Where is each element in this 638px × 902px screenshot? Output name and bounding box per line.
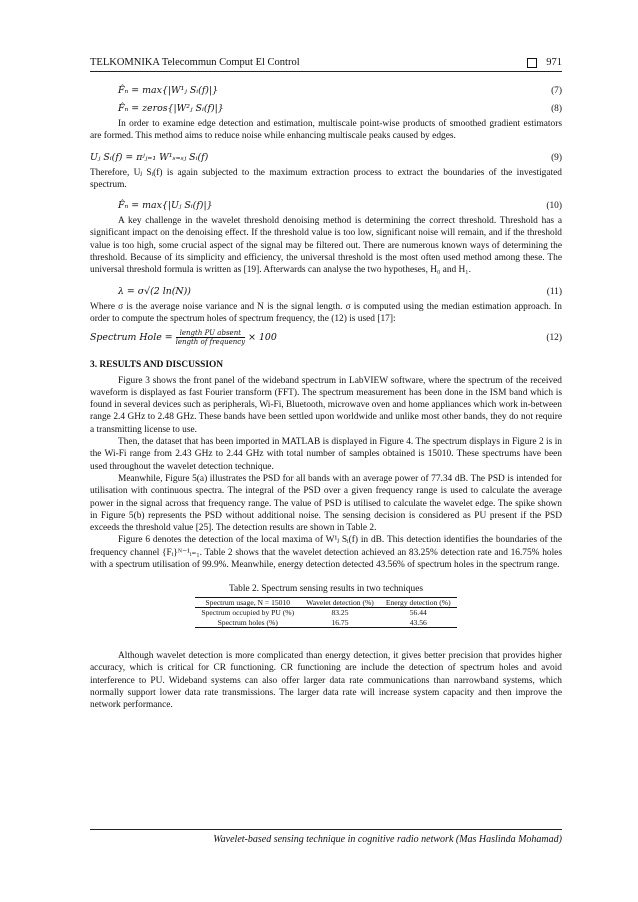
paragraph: Figure 3 shows the front panel of the wideband spectrum in LabVIEW software, where the spectrum of the received waveform is displayed as fast Fourier transform (FFT). The spectrum measurement has been done in the ISM band which is found in several devices such as peripherals, Wi-Fi, Bluetooth, microwave oven and home appliances which work in-between range 2.4 GHz to 2.48 GHz. These bands have been settled upon worldwide and unlike most other bands, they do not require a transmitting license to use.: [90, 375, 562, 435]
equation-7: F̂ₙ = max{|W¹ⱼ Sᵢ(f)|} (7): [118, 85, 562, 96]
paragraph: Although wavelet detection is more complicated than energy detection, it gives better precision that provides higher accuracy, which is critical for CR functioning. CR functioning are include the detection of spectrum holes and avoid interference to PU. Wideband systems can also offer larger data rate communications than narrowband systems, which normally support lower data rate transmissions. The larger data rate will increase system capacity and then improve the network performance.: [90, 651, 562, 711]
paper-body: [90, 82, 562, 712]
table-header: Wavelet detection (%): [306, 597, 374, 607]
equation-10: F̂ₙ = max{|Uⱼ Sᵢ(f)|} (10): [118, 200, 562, 212]
table-header: Spectrum usage, N = 15010: [205, 597, 291, 607]
checkbox-square-icon: [527, 58, 537, 68]
journal-name: TELKOMNIKA Telecommun Comput El Control: [90, 57, 300, 68]
page-number: 971: [546, 57, 562, 68]
table-row: Spectrum holes (%) 16.75 43.56: [195, 618, 456, 628]
equation-9: Uⱼ Sᵢ(f) = πʲⱼ₌₁ W¹ₛ₌ₛⱼ Sᵢ(f) (9): [90, 151, 562, 163]
section-heading: 3. RESULTS AND DISCUSSION: [90, 360, 224, 371]
page-footer: Wavelet-based sensing technique in cognitive radio network (Mas Haslinda Mohamad): [90, 829, 562, 845]
table-header: Energy detection (%): [385, 597, 451, 607]
paragraph: Meanwhile, Figure 5(a) illustrates the PSD for all bands with an average power of 77.34 dB. The PSD is intended for utilisation with continuous spectra. The integral of the PSD over a given frequency range is used to calculate the average power in the signal across that frequency range. The value of PSD is utilised to calculate the wavelet edge. The spike shown in Figure 5(b) represents the PSD without additional noise. The sensing decision is considered as PU present if the PSD exceeds the threshold value [25]. The detection results are shown in Table 2.: [90, 473, 562, 534]
equation-12: Spectrum Hole = $\frac{\text{length PU absent}}{\text{length of frequency}}$ × 100 (12): [90, 329, 562, 347]
paragraph: Where σ is the average noise variance and N is the signal length. σ is computed using the median estimation approach. In order to compute the spectrum holes of spectrum frequency, the (12) is used [17]:: [90, 301, 562, 324]
paragraph: A key challenge in the wavelet threshold denoising method is determining the correct threshold. Threshold has a significant impact on the denoising effect. If the threshold value is too low, significant noise will remain, and if the threshold value is too high, some crucial aspect of the signal may be filtered out. There are numerous known ways of determining the threshold. Because of its simplicity and efficiency, the universal threshold is the most often used method among these. The universal threshold formula is written as [19]. Afterwards can analyse the two hypotheses, H₀ and H₁.: [90, 216, 562, 276]
paragraph: In order to examine edge detection and estimation, multiscale point-wise products of smoothed gradient estimators are formed. This method aims to reduce noise while enhancing multiscale peaks caused by edges.: [90, 119, 562, 142]
paragraph: Figure 6 denotes the detection of the local maxima of W¹ⱼ Sᵢ(f) in dB. This detection identifies the boundaries of the frequency channel {Fᵢ}ᴺ⁻¹ᵢ₌₁. Table 2 shows that the wavelet detection achieved an 83.25% detection rate and 16.75% holes with a spectrum utilisation of 99.9%. Meanwhile, energy detection detected 43.56% of spectrum holes in the spectrum range.: [90, 535, 562, 571]
equation-11: λ = σ√(2 ln(N)) (11): [118, 285, 562, 297]
results-table: [195, 597, 456, 629]
paragraph: Then, the dataset that has been imported in MATLAB is displayed in Figure 4. The spectrum displays in Figure 2 is in the Wi-Fi range from 2.43 GHz to 2.44 GHz with total number of samples obtained is 15010. These spectrums have been used throughout the wavelet detection technique.: [90, 437, 562, 472]
paragraph: Therefore, Uⱼ Sᵢ(f) is again subjected to the maximum extraction process to extract the boundaries of the investigated spectrum.: [90, 167, 562, 190]
page-header: [90, 55, 562, 72]
equation-8: F̂ₙ = zeros{|W²ⱼ Sᵢ(f)|} (8): [118, 103, 562, 114]
table-row: Spectrum occupied by PU (%) 83.25 56.44: [201, 608, 427, 618]
fraction: $\frac{\text{length PU absent}}{\text{length of frequency}}$: [175, 329, 246, 347]
table-caption: Table 2. Spectrum sensing results in two techniques: [228, 584, 424, 595]
